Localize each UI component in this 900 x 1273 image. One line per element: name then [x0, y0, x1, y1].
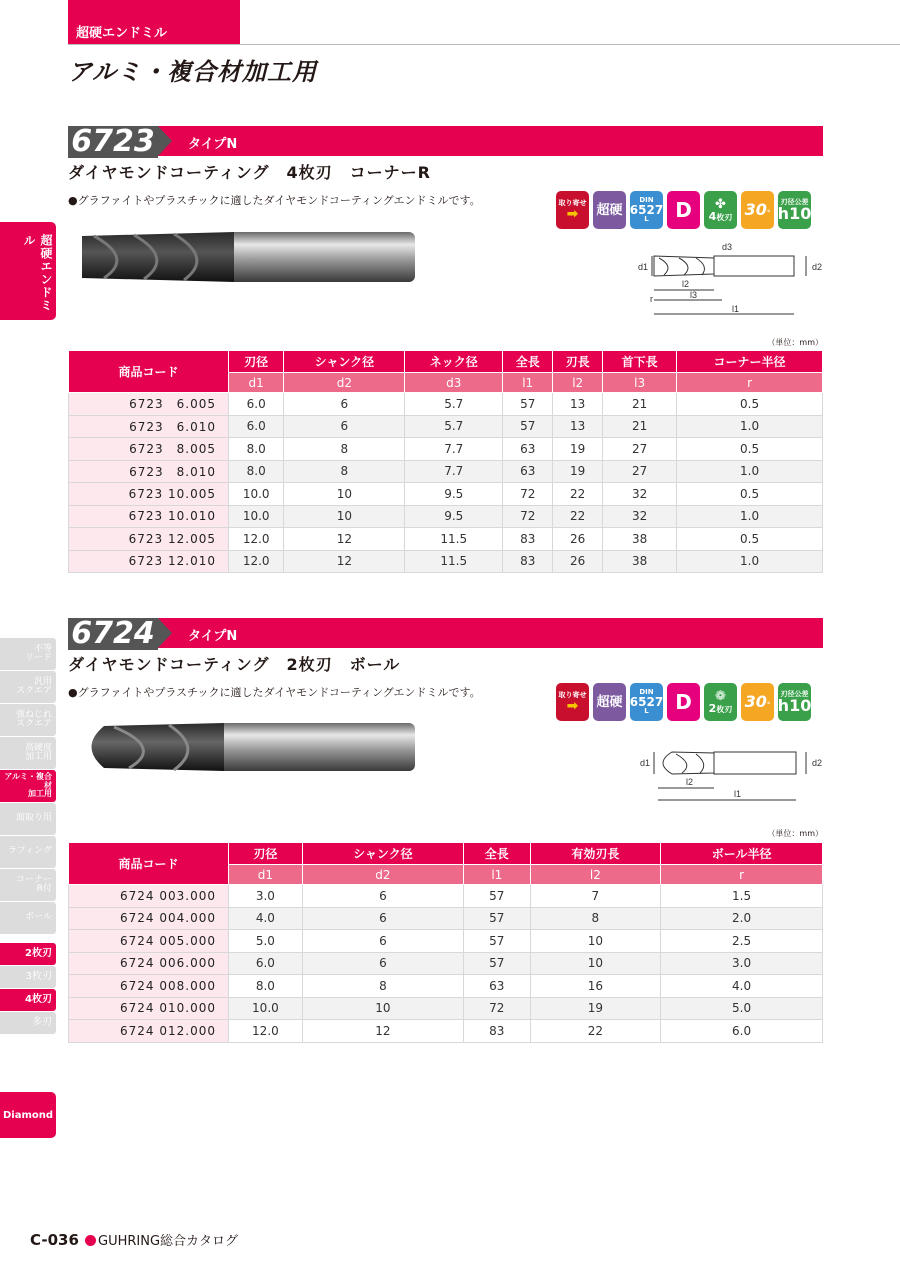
- dim-label: l3: [690, 290, 698, 300]
- dim-label: d1: [638, 262, 649, 272]
- dim-label: l2: [682, 279, 690, 289]
- table-cell: 2.5: [661, 930, 823, 953]
- section-subtitle: ダイヤモンドコーティング 4枚刃 コーナーR: [68, 163, 431, 182]
- nav-item[interactable]: 強ねじれ スクエア: [0, 704, 56, 736]
- table-cell: 27: [603, 460, 677, 483]
- table-cell: 38: [603, 550, 677, 573]
- product-code-cell: 6723 12.005: [69, 528, 229, 551]
- section-bar: [158, 618, 823, 648]
- col-header: 刃径: [229, 351, 284, 373]
- table-row: [69, 438, 823, 461]
- table-cell: 8: [284, 438, 405, 461]
- table-cell: 5.0: [661, 997, 823, 1020]
- dim-label: d2: [812, 758, 823, 768]
- table-cell: 13: [553, 415, 603, 438]
- toriyose-badge: 取り寄せ ➡: [556, 683, 589, 721]
- table-cell: 12.0: [229, 528, 284, 551]
- side-nav: [0, 638, 56, 1035]
- spec-badges: [556, 683, 811, 721]
- flutes-badge: ❁ 2枚刃: [704, 683, 737, 721]
- col-symbol: d1: [229, 373, 284, 393]
- product-code-cell: 6723 12.010: [69, 550, 229, 573]
- table-cell: 7.7: [405, 438, 503, 461]
- col-header: 商品コード: [69, 351, 229, 393]
- table-cell: 27: [603, 438, 677, 461]
- table-cell: 3.0: [229, 885, 303, 908]
- table-cell: 63: [464, 975, 531, 998]
- section-type: タイプN: [188, 629, 238, 644]
- table-cell: 1.5: [661, 885, 823, 908]
- product-code-cell: 6723 8.005: [69, 438, 229, 461]
- col-header: シャンク径: [284, 351, 405, 373]
- table-cell: 38: [603, 528, 677, 551]
- product-code-cell: 6723 10.010: [69, 505, 229, 528]
- table-cell: 21: [603, 393, 677, 416]
- table-cell: 8: [284, 460, 405, 483]
- col-symbol: l2: [530, 865, 661, 885]
- table-cell: 10.0: [229, 483, 284, 506]
- product-code-cell: 6723 8.010: [69, 460, 229, 483]
- table-cell: 57: [464, 907, 531, 930]
- table-cell: 72: [464, 997, 531, 1020]
- section-number: 6724: [68, 618, 158, 650]
- table-cell: 9.5: [405, 483, 503, 506]
- table-row: [69, 393, 823, 416]
- product-code-cell: 6723 6.005: [69, 393, 229, 416]
- section-type: タイプN: [188, 137, 238, 152]
- spec-table-6723: [68, 350, 823, 573]
- col-header: 商品コード: [69, 843, 229, 885]
- flute-item-active[interactable]: 2枚刃: [0, 943, 56, 965]
- table-cell: 83: [464, 1020, 531, 1043]
- section-header: [68, 126, 823, 158]
- table-cell: 57: [464, 885, 531, 908]
- product-code-cell: 6723 10.005: [69, 483, 229, 506]
- product-code-cell: 6724 004.000: [69, 907, 229, 930]
- table-cell: 19: [530, 997, 661, 1020]
- section-6724: [68, 616, 823, 699]
- col-symbol: l1: [503, 373, 553, 393]
- footer: [30, 1230, 238, 1249]
- table-cell: 0.5: [677, 438, 823, 461]
- table-cell: 2.0: [661, 907, 823, 930]
- page-title: アルミ・複合材加工用: [68, 58, 318, 86]
- table-cell: 8.0: [229, 438, 284, 461]
- table-cell: 21: [603, 415, 677, 438]
- dim-label: l1: [734, 789, 742, 799]
- table-cell: 10.0: [229, 997, 303, 1020]
- dim-label: r: [650, 294, 653, 304]
- table-cell: 12: [302, 1020, 463, 1043]
- table-cell: 6.0: [229, 415, 284, 438]
- table-cell: 8: [302, 975, 463, 998]
- nav-gap: [0, 935, 56, 943]
- nav-item-active[interactable]: アルミ・複合材 加工用: [0, 770, 56, 802]
- product-code-cell: 6724 006.000: [69, 952, 229, 975]
- table-cell: 10: [302, 997, 463, 1020]
- table-row: [69, 528, 823, 551]
- helix-badge: 30°: [741, 683, 774, 721]
- col-header: 刃長: [553, 351, 603, 373]
- carbide-badge: 超硬: [593, 683, 626, 721]
- din-badge: DIN 6527 L: [630, 683, 663, 721]
- table-row: [69, 975, 823, 998]
- table-cell: 57: [503, 393, 553, 416]
- unit-label: （単位：mm）: [767, 829, 823, 838]
- col-header: 全長: [464, 843, 531, 865]
- col-header: 刃径: [229, 843, 303, 865]
- product-code-cell: 6724 003.000: [69, 885, 229, 908]
- col-symbol: r: [677, 373, 823, 393]
- dim-label: d3: [722, 242, 733, 252]
- dim-label: d1: [640, 758, 651, 768]
- table-row: [69, 885, 823, 908]
- table-cell: 12.0: [229, 550, 284, 573]
- table-cell: 8.0: [229, 975, 303, 998]
- table-cell: 10: [284, 505, 405, 528]
- spec-table-6724: [68, 842, 823, 1043]
- section-subtitle: ダイヤモンドコーティング 2枚刃 ボール: [68, 655, 401, 674]
- catalog-name: GUHRING総合カタログ: [98, 1234, 239, 1249]
- dimension-diagram-6723: [634, 240, 834, 320]
- table-cell: 83: [503, 528, 553, 551]
- table-cell: 6: [302, 930, 463, 953]
- product-code-cell: 6723 6.010: [69, 415, 229, 438]
- table-cell: 11.5: [405, 528, 503, 551]
- table-cell: 9.5: [405, 505, 503, 528]
- col-header: コーナー半径: [677, 351, 823, 373]
- col-symbol: r: [661, 865, 823, 885]
- table-cell: 12: [284, 550, 405, 573]
- spec-badges: [556, 191, 811, 229]
- tool-image-6723: [74, 228, 424, 288]
- table-cell: 57: [464, 930, 531, 953]
- nav-item[interactable]: 高硬度 加工用: [0, 737, 56, 769]
- table-cell: 3.0: [661, 952, 823, 975]
- dim-label: d2: [812, 262, 823, 272]
- table-cell: 5.7: [405, 393, 503, 416]
- table-cell: 1.0: [677, 550, 823, 573]
- diamond-tab[interactable]: Diamond: [0, 1092, 56, 1138]
- col-header: シャンク径: [302, 843, 463, 865]
- nav-item[interactable]: ボール: [0, 902, 56, 934]
- table-row: [69, 505, 823, 528]
- table-cell: 26: [553, 550, 603, 573]
- col-symbol: l1: [464, 865, 531, 885]
- section-header: [68, 618, 823, 650]
- table-cell: 6: [302, 952, 463, 975]
- coating-badge: D: [667, 191, 700, 229]
- table-row: [69, 550, 823, 573]
- table-row: [69, 1020, 823, 1043]
- tolerance-badge: 刃径公差 h10: [778, 191, 811, 229]
- table-cell: 7: [530, 885, 661, 908]
- table-cell: 11.5: [405, 550, 503, 573]
- table-row: [69, 460, 823, 483]
- col-symbol: d2: [302, 865, 463, 885]
- table-cell: 6.0: [229, 952, 303, 975]
- bullet-icon: [85, 1235, 96, 1246]
- unit-label: （単位：mm）: [767, 338, 823, 347]
- table-cell: 8.0: [229, 460, 284, 483]
- table-cell: 13: [553, 393, 603, 416]
- side-category-tab[interactable]: [0, 222, 56, 320]
- nav-item[interactable]: 不等 リード: [0, 638, 56, 670]
- table-cell: 1.0: [677, 460, 823, 483]
- table-cell: 72: [503, 483, 553, 506]
- dim-label: l1: [732, 304, 740, 314]
- col-symbol: d2: [284, 373, 405, 393]
- chevron-icon: [158, 126, 172, 156]
- table-cell: 0.5: [677, 483, 823, 506]
- table-cell: 1.0: [677, 415, 823, 438]
- col-header: ネック径: [405, 351, 503, 373]
- table-cell: 10.0: [229, 505, 284, 528]
- col-header: 有効刃長: [530, 843, 661, 865]
- col-header: 全長: [503, 351, 553, 373]
- table-cell: 0.5: [677, 528, 823, 551]
- col-symbol: d1: [229, 865, 303, 885]
- table-cell: 19: [553, 438, 603, 461]
- table-cell: 57: [464, 952, 531, 975]
- header-divider: [68, 44, 900, 45]
- table-body: [69, 393, 823, 573]
- table-cell: 32: [603, 483, 677, 506]
- product-code-cell: 6724 005.000: [69, 930, 229, 953]
- table-cell: 6: [302, 885, 463, 908]
- din-badge: DIN 6527 L: [630, 191, 663, 229]
- flute-item[interactable]: 3枚刃: [0, 966, 56, 988]
- nav-item[interactable]: ラフィング: [0, 836, 56, 868]
- table-cell: 57: [503, 415, 553, 438]
- col-symbol: l3: [603, 373, 677, 393]
- table-cell: 26: [553, 528, 603, 551]
- table-cell: 8: [530, 907, 661, 930]
- dimension-diagram-6724: [634, 742, 834, 807]
- tolerance-badge: 刃径公差 h10: [778, 683, 811, 721]
- table-cell: 5.0: [229, 930, 303, 953]
- nav-item[interactable]: コーナー R付: [0, 869, 56, 901]
- table-cell: 4.0: [229, 907, 303, 930]
- section-description: ●グラファイトやプラスチックに適したダイヤモンドコーティングエンドミルです。: [68, 686, 481, 699]
- product-code-cell: 6724 010.000: [69, 997, 229, 1020]
- carbide-badge: 超硬: [593, 191, 626, 229]
- category-label: 超硬エンドミル: [76, 26, 168, 41]
- table-cell: 16: [530, 975, 661, 998]
- table-cell: 10: [530, 930, 661, 953]
- product-code-cell: 6724 008.000: [69, 975, 229, 998]
- section-description: ●グラファイトやプラスチックに適したダイヤモンドコーティングエンドミルです。: [68, 194, 481, 207]
- table-row: [69, 997, 823, 1020]
- nav-item[interactable]: 汎用 スクエア: [0, 671, 56, 703]
- dim-label: l2: [686, 777, 694, 787]
- table-cell: 22: [553, 483, 603, 506]
- section-number: 6723: [68, 126, 158, 158]
- coating-badge: D: [667, 683, 700, 721]
- table-cell: 63: [503, 438, 553, 461]
- table-cell: 0.5: [677, 393, 823, 416]
- col-header: 首下長: [603, 351, 677, 373]
- section-6723: [68, 124, 823, 207]
- category-tab: [68, 0, 240, 44]
- section-bar: [158, 126, 823, 156]
- table-cell: 4.0: [661, 975, 823, 998]
- flutes-badge: ✤ 4枚刃: [704, 191, 737, 229]
- table-cell: 63: [503, 460, 553, 483]
- table-cell: 6: [302, 907, 463, 930]
- table-cell: 32: [603, 505, 677, 528]
- table-row: [69, 483, 823, 506]
- table-cell: 6: [284, 393, 405, 416]
- chevron-icon: [158, 618, 172, 648]
- table-row: [69, 952, 823, 975]
- table-cell: 5.7: [405, 415, 503, 438]
- table-cell: 72: [503, 505, 553, 528]
- table-cell: 10: [284, 483, 405, 506]
- tool-image-6724: [74, 718, 424, 778]
- table-cell: 19: [553, 460, 603, 483]
- table-cell: 1.0: [677, 505, 823, 528]
- flute-item[interactable]: 多刃: [0, 1012, 56, 1034]
- table-row: [69, 907, 823, 930]
- toriyose-badge: 取り寄せ ➡: [556, 191, 589, 229]
- col-symbol: l2: [553, 373, 603, 393]
- table-cell: 12: [284, 528, 405, 551]
- table-cell: 7.7: [405, 460, 503, 483]
- col-header: ボール半径: [661, 843, 823, 865]
- table-row: [69, 415, 823, 438]
- table-body: [69, 885, 823, 1043]
- flute-item-active[interactable]: 4枚刃: [0, 989, 56, 1011]
- table-cell: 12.0: [229, 1020, 303, 1043]
- table-cell: 6.0: [229, 393, 284, 416]
- table-cell: 22: [553, 505, 603, 528]
- helix-badge: 30°: [741, 191, 774, 229]
- product-code-cell: 6724 012.000: [69, 1020, 229, 1043]
- table-cell: 10: [530, 952, 661, 975]
- table-cell: 6.0: [661, 1020, 823, 1043]
- table-cell: 83: [503, 550, 553, 573]
- table-cell: 6: [284, 415, 405, 438]
- side-category-label: 超硬エンドミル: [22, 234, 53, 312]
- page-number: C-036: [30, 1231, 79, 1249]
- nav-item[interactable]: 面取り用: [0, 803, 56, 835]
- col-symbol: d3: [405, 373, 503, 393]
- table-row: [69, 930, 823, 953]
- table-cell: 22: [530, 1020, 661, 1043]
